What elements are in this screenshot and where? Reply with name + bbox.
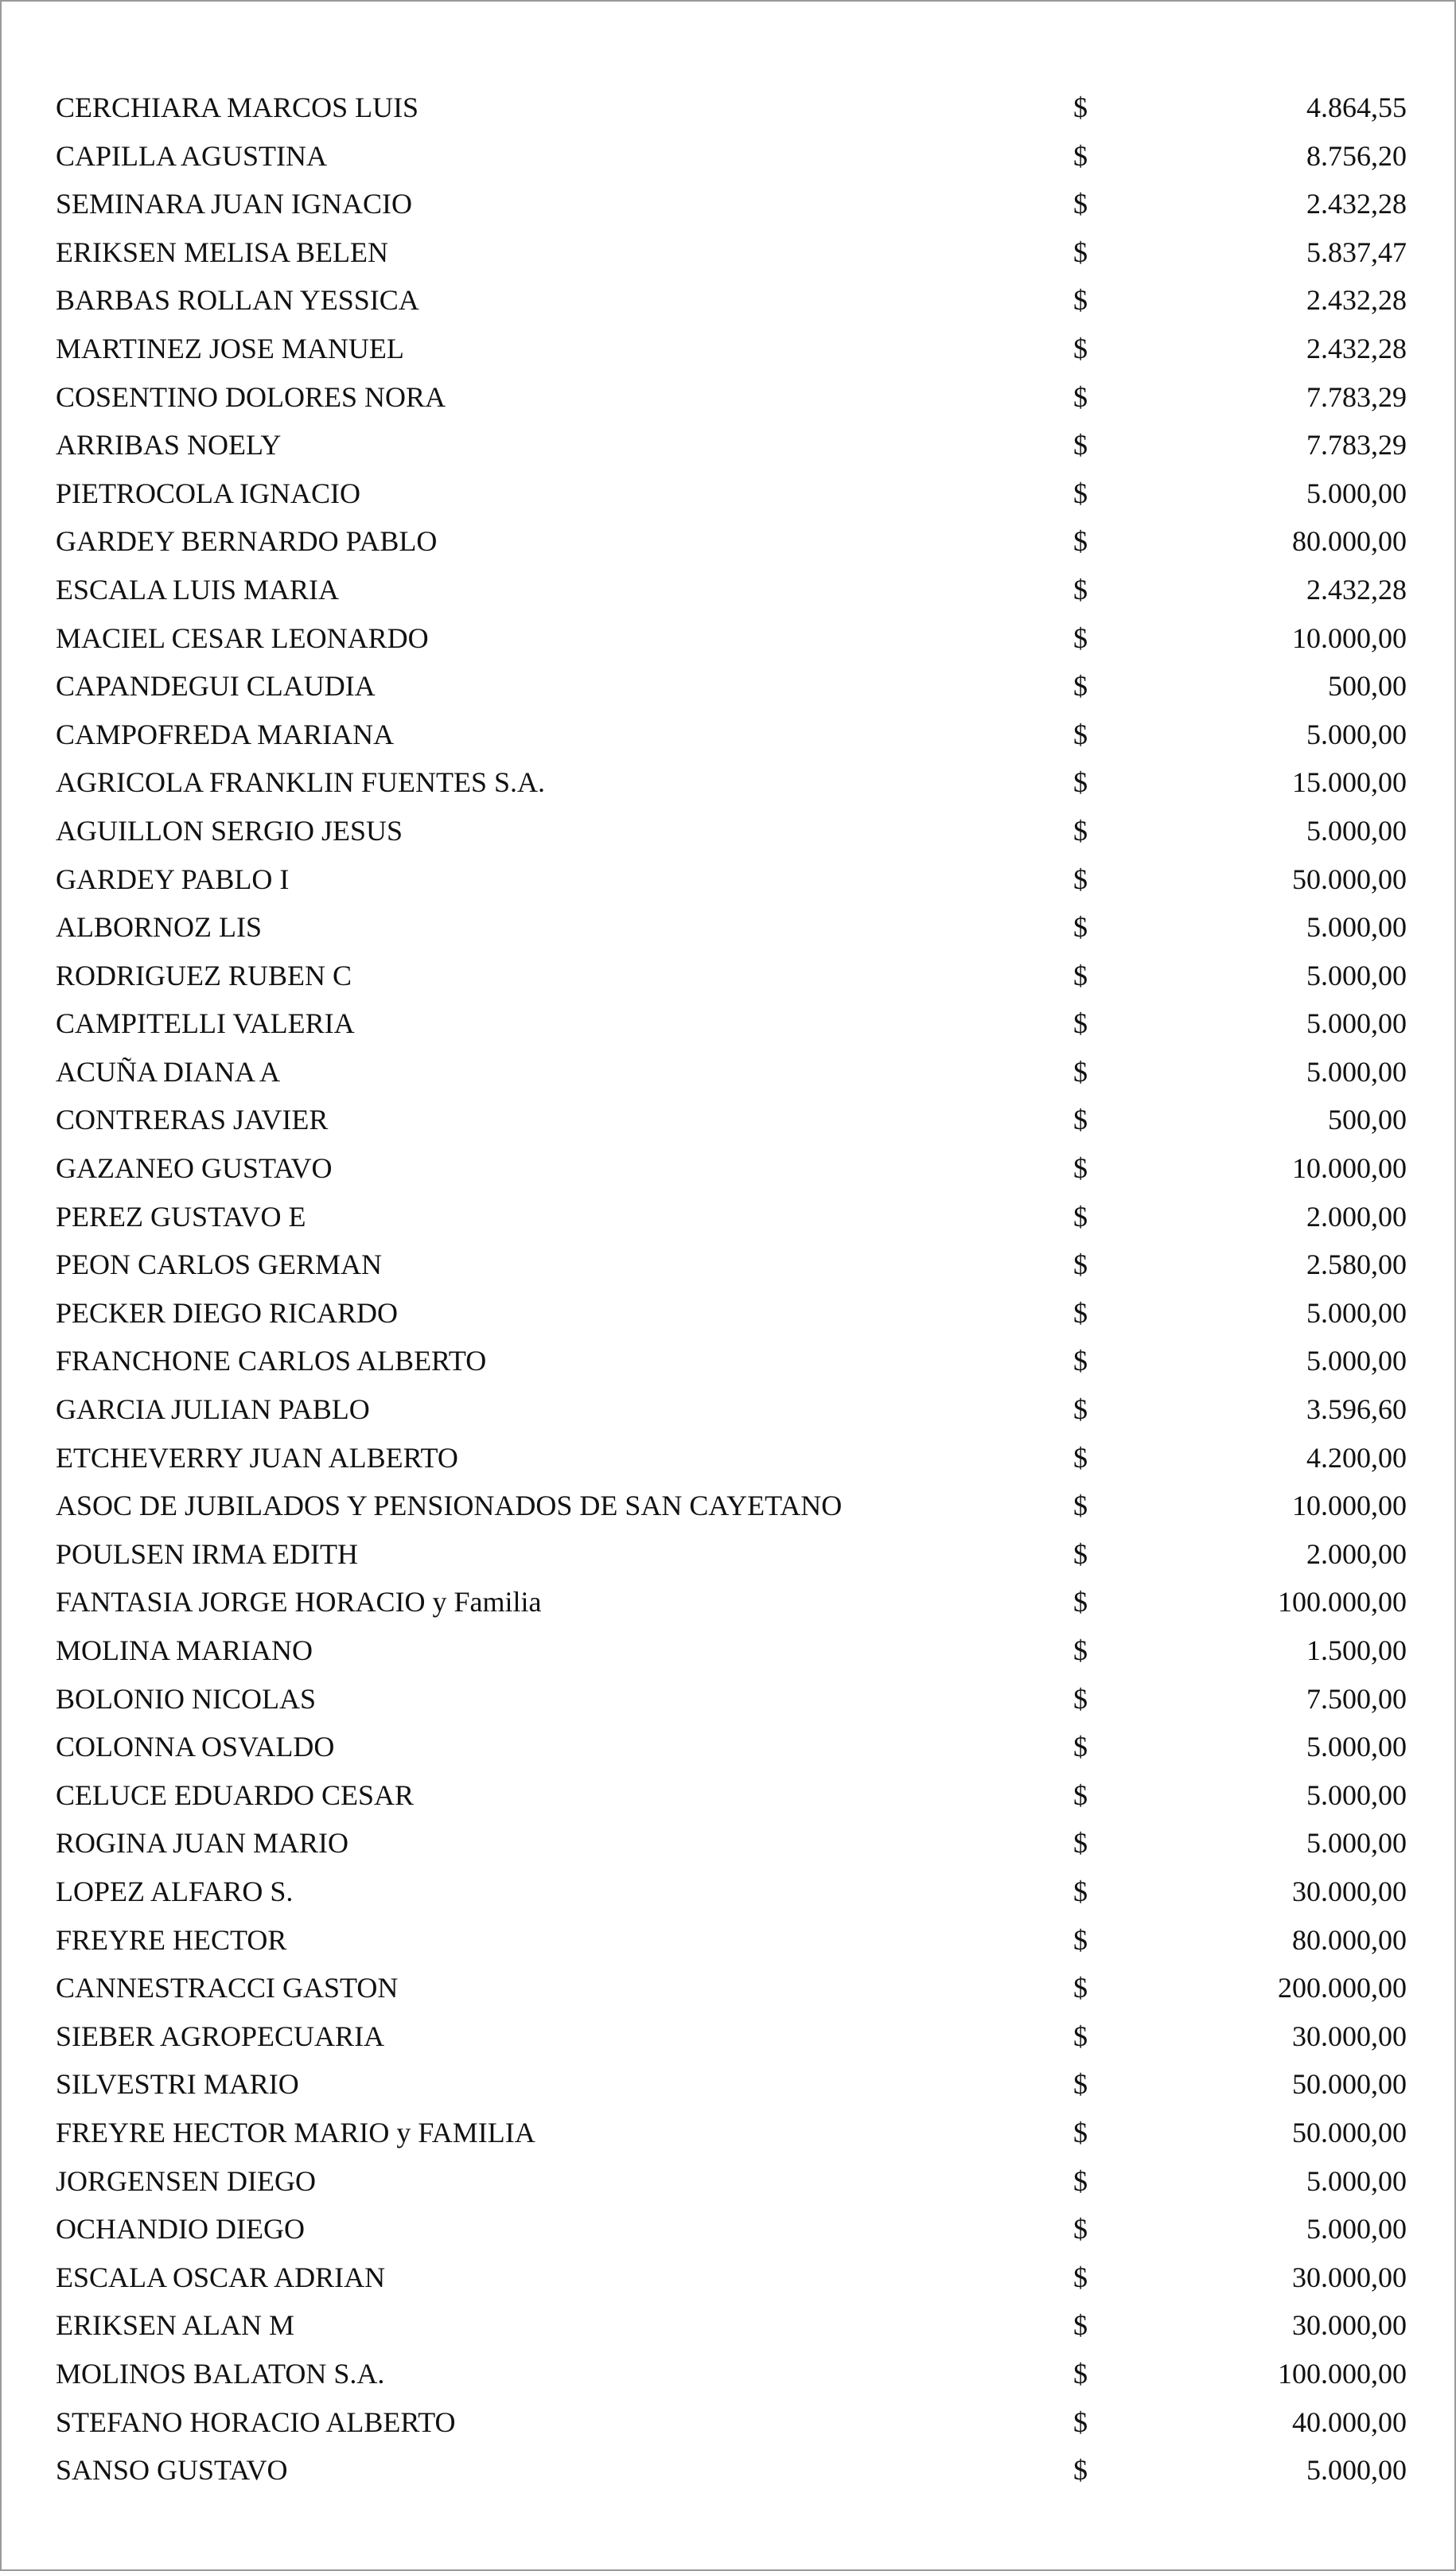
currency-symbol: $ <box>1073 1634 1088 1666</box>
currency-symbol: $ <box>1073 959 1088 991</box>
list-row <box>2 711 1454 759</box>
amount-value: 5.000,00 <box>1306 1296 1407 1329</box>
list-row <box>2 1385 1454 1434</box>
list-row <box>2 1434 1454 1482</box>
list-row <box>2 999 1454 1048</box>
amount-value: 5.837,47 <box>1306 236 1407 268</box>
contributor-name: FANTASIA JORGE HORACIO y Familia <box>56 1586 542 1619</box>
currency-symbol: $ <box>1073 1200 1088 1233</box>
currency-symbol: $ <box>1073 2116 1088 2148</box>
amount-value: 50.000,00 <box>1292 863 1407 895</box>
contributor-name: CAPILLA AGUSTINA <box>56 139 328 172</box>
contributor-name: FREYRE HECTOR MARIO y FAMILIA <box>56 2116 535 2148</box>
contributor-name: LOPEZ ALFARO S. <box>56 1875 294 1907</box>
contributor-name: ESCALA OSCAR ADRIAN <box>56 2261 386 2293</box>
currency-symbol: $ <box>1073 1875 1088 1907</box>
list-row <box>2 1626 1454 1675</box>
list-row <box>2 662 1454 711</box>
currency-symbol: $ <box>1073 1972 1088 2004</box>
list-row <box>2 421 1454 469</box>
amount-value: 2.580,00 <box>1306 1248 1407 1281</box>
list-row <box>2 2012 1454 2061</box>
amount-value: 5.000,00 <box>1306 814 1407 847</box>
list-row <box>2 517 1454 566</box>
list-row <box>2 469 1454 518</box>
amount-value: 5.000,00 <box>1306 2454 1407 2487</box>
contributor-name: FREYRE HECTOR <box>56 1923 287 1956</box>
contributor-name: MOLINA MARIANO <box>56 1634 313 1666</box>
list-row <box>2 1241 1454 1289</box>
currency-symbol: $ <box>1073 766 1088 799</box>
list-row <box>2 758 1454 807</box>
contributor-name: SANSO GUSTAVO <box>56 2454 288 2487</box>
currency-symbol: $ <box>1073 1731 1088 1763</box>
currency-symbol: $ <box>1073 477 1088 509</box>
list-row <box>2 1675 1454 1724</box>
list-row <box>2 1096 1454 1144</box>
currency-symbol: $ <box>1073 332 1088 364</box>
amount-value: 5.000,00 <box>1306 1345 1407 1377</box>
amount-value: 15.000,00 <box>1292 766 1407 799</box>
list-row <box>2 276 1454 325</box>
amount-value: 50.000,00 <box>1292 2068 1407 2101</box>
currency-symbol: $ <box>1073 284 1088 317</box>
contributor-name: COSENTINO DOLORES NORA <box>56 380 446 413</box>
currency-symbol: $ <box>1073 1296 1088 1329</box>
currency-symbol: $ <box>1073 2020 1088 2052</box>
currency-symbol: $ <box>1073 1055 1088 1088</box>
contributor-name: PECKER DIEGO RICARDO <box>56 1296 399 1329</box>
currency-symbol: $ <box>1073 1393 1088 1426</box>
contributor-name: ARRIBAS NOELY <box>56 429 282 462</box>
contributor-name: GAZANEO GUSTAVO <box>56 1152 333 1185</box>
currency-symbol: $ <box>1073 814 1088 847</box>
list-row <box>2 1530 1454 1579</box>
contributor-name: AGUILLON SERGIO JESUS <box>56 814 403 847</box>
currency-symbol: $ <box>1073 1778 1088 1811</box>
amount-value: 5.000,00 <box>1306 1055 1407 1088</box>
amount-value: 7.783,29 <box>1306 380 1407 413</box>
list-row <box>2 373 1454 422</box>
list-row <box>2 1723 1454 1771</box>
list-row <box>2 228 1454 277</box>
list-row <box>2 952 1454 1000</box>
list-row <box>2 2398 1454 2447</box>
amount-value: 5.000,00 <box>1306 718 1407 750</box>
amount-value: 8.756,20 <box>1306 139 1407 172</box>
amount-value: 40.000,00 <box>1292 2405 1407 2438</box>
amount-value: 2.432,28 <box>1306 188 1407 220</box>
list-row <box>2 2301 1454 2350</box>
currency-symbol: $ <box>1073 188 1088 220</box>
amount-value: 7.500,00 <box>1306 1682 1407 1715</box>
currency-symbol: $ <box>1073 2261 1088 2293</box>
currency-symbol: $ <box>1073 911 1088 944</box>
list-row <box>2 566 1454 614</box>
currency-symbol: $ <box>1073 1104 1088 1136</box>
contributor-name: ERIKSEN MELISA BELEN <box>56 236 388 268</box>
contributor-name: FRANCHONE CARLOS ALBERTO <box>56 1345 487 1377</box>
list-row <box>2 903 1454 952</box>
contributor-name: BOLONIO NICOLAS <box>56 1682 316 1715</box>
list-row <box>2 325 1454 373</box>
amount-value: 1.500,00 <box>1306 1634 1407 1666</box>
amount-value: 30.000,00 <box>1292 2309 1407 2342</box>
amount-value: 2.000,00 <box>1306 1200 1407 1233</box>
contribution-list <box>2 84 1454 2495</box>
amount-value: 5.000,00 <box>1306 1731 1407 1763</box>
contributor-name: CAMPOFREDA MARIANA <box>56 718 395 750</box>
contributor-name: SIEBER AGROPECUARIA <box>56 2020 385 2052</box>
currency-symbol: $ <box>1073 92 1088 123</box>
list-row <box>2 2205 1454 2254</box>
contributor-name: SILVESTRI MARIO <box>56 2068 299 2101</box>
currency-symbol: $ <box>1073 2405 1088 2438</box>
amount-value: 2.432,28 <box>1306 332 1407 364</box>
contributor-name: BARBAS ROLLAN YESSICA <box>56 284 419 317</box>
contributor-name: ESCALA LUIS MARIA <box>56 573 340 606</box>
currency-symbol: $ <box>1073 718 1088 750</box>
currency-symbol: $ <box>1073 2357 1088 2390</box>
currency-symbol: $ <box>1073 1923 1088 1956</box>
currency-symbol: $ <box>1073 1152 1088 1185</box>
currency-symbol: $ <box>1073 2454 1088 2487</box>
list-row <box>2 1482 1454 1530</box>
amount-value: 50.000,00 <box>1292 2116 1407 2148</box>
amount-value: 2.432,28 <box>1306 284 1407 317</box>
currency-symbol: $ <box>1073 1248 1088 1281</box>
contributor-name: CAMPITELLI VALERIA <box>56 1007 355 1040</box>
currency-symbol: $ <box>1073 1345 1088 1377</box>
amount-value: 3.596,60 <box>1306 1393 1407 1426</box>
contributor-name: SEMINARA JUAN IGNACIO <box>56 188 413 220</box>
list-row <box>2 1048 1454 1097</box>
list-row <box>2 2254 1454 2302</box>
contributor-name: MARTINEZ JOSE MANUEL <box>56 332 404 364</box>
currency-symbol: $ <box>1073 380 1088 413</box>
amount-value: 4.200,00 <box>1306 1441 1407 1474</box>
list-row <box>2 1868 1454 1916</box>
amount-value: 100.000,00 <box>1278 2357 1407 2390</box>
currency-symbol: $ <box>1073 670 1088 703</box>
list-row <box>2 1193 1454 1241</box>
amount-value: 5.000,00 <box>1306 2164 1407 2197</box>
currency-symbol: $ <box>1073 236 1088 268</box>
amount-value: 500,00 <box>1328 670 1407 703</box>
currency-symbol: $ <box>1073 2164 1088 2197</box>
list-row <box>2 180 1454 228</box>
amount-value: 4.864,55 <box>1306 92 1407 123</box>
currency-symbol: $ <box>1073 2213 1088 2246</box>
contributor-name: GARDEY PABLO I <box>56 863 290 895</box>
amount-value: 5.000,00 <box>1306 1778 1407 1811</box>
contributor-name: ASOC DE JUBILADOS Y PENSIONADOS DE SAN CAYETANO <box>56 1490 843 1522</box>
contributor-name: OCHANDIO DIEGO <box>56 2213 305 2246</box>
currency-symbol: $ <box>1073 525 1088 558</box>
currency-symbol: $ <box>1073 2309 1088 2342</box>
list-row <box>2 1289 1454 1338</box>
amount-value: 2.000,00 <box>1306 1537 1407 1570</box>
list-row <box>2 1916 1454 1965</box>
currency-symbol: $ <box>1073 1537 1088 1570</box>
amount-value: 5.000,00 <box>1306 477 1407 509</box>
currency-symbol: $ <box>1073 1827 1088 1860</box>
amount-value: 5.000,00 <box>1306 1007 1407 1040</box>
contributor-name: GARCIA JULIAN PABLO <box>56 1393 370 1426</box>
currency-symbol: $ <box>1073 863 1088 895</box>
amount-value: 5.000,00 <box>1306 911 1407 944</box>
amount-value: 5.000,00 <box>1306 959 1407 991</box>
list-row <box>2 2060 1454 2109</box>
contributor-name: PEON CARLOS GERMAN <box>56 1248 383 1281</box>
currency-symbol: $ <box>1073 573 1088 606</box>
contributor-name: ROGINA JUAN MARIO <box>56 1827 349 1860</box>
contributor-name: ACUÑA DIANA A <box>56 1055 281 1088</box>
contributor-name: ERIKSEN ALAN M <box>56 2309 295 2342</box>
contributor-name: COLONNA OSVALDO <box>56 1731 335 1763</box>
contributor-name: POULSEN IRMA EDITH <box>56 1537 359 1570</box>
contributor-name: CAPANDEGUI CLAUDIA <box>56 670 376 703</box>
list-row <box>2 2446 1454 2495</box>
contributor-name: PEREZ GUSTAVO E <box>56 1200 306 1233</box>
contributor-name: CONTRERAS JAVIER <box>56 1104 329 1136</box>
amount-value: 30.000,00 <box>1292 2020 1407 2052</box>
list-row <box>2 1771 1454 1820</box>
list-row <box>2 2157 1454 2206</box>
list-row <box>2 1964 1454 2012</box>
contributor-name: MACIEL CESAR LEONARDO <box>56 621 429 654</box>
contributor-name: CELUCE EDUARDO CESAR <box>56 1778 415 1811</box>
amount-value: 500,00 <box>1328 1104 1407 1136</box>
list-row <box>2 855 1454 904</box>
contributor-name: GARDEY BERNARDO PABLO <box>56 525 438 558</box>
contributor-name: CANNESTRACCI GASTON <box>56 1972 399 2004</box>
amount-value: 30.000,00 <box>1292 1875 1407 1907</box>
amount-value: 100.000,00 <box>1278 1586 1407 1619</box>
currency-symbol: $ <box>1073 1682 1088 1715</box>
amount-value: 10.000,00 <box>1292 621 1407 654</box>
amount-value: 7.783,29 <box>1306 429 1407 462</box>
contributor-name: AGRICOLA FRANKLIN FUENTES S.A. <box>56 766 546 799</box>
list-row <box>2 1819 1454 1868</box>
amount-value: 2.432,28 <box>1306 573 1407 606</box>
list-row <box>2 84 1454 132</box>
currency-symbol: $ <box>1073 621 1088 654</box>
list-row <box>2 132 1454 181</box>
amount-value: 5.000,00 <box>1306 2213 1407 2246</box>
contributor-name: ETCHEVERRY JUAN ALBERTO <box>56 1441 458 1474</box>
currency-symbol: $ <box>1073 1586 1088 1619</box>
currency-symbol: $ <box>1073 1441 1088 1474</box>
amount-value: 10.000,00 <box>1292 1152 1407 1185</box>
currency-symbol: $ <box>1073 1007 1088 1040</box>
amount-value: 10.000,00 <box>1292 1490 1407 1522</box>
list-row <box>2 1578 1454 1626</box>
list-row <box>2 1337 1454 1385</box>
amount-value: 200.000,00 <box>1278 1972 1407 2004</box>
contributor-name: ALBORNOZ LIS <box>56 911 262 944</box>
contributor-name: MOLINOS BALATON S.A. <box>56 2357 385 2390</box>
list-row <box>2 2109 1454 2157</box>
contributor-name: JORGENSEN DIEGO <box>56 2164 316 2197</box>
contributor-name: STEFANO HORACIO ALBERTO <box>56 2405 456 2438</box>
currency-symbol: $ <box>1073 139 1088 172</box>
list-row <box>2 807 1454 855</box>
contributor-name: PIETROCOLA IGNACIO <box>56 477 360 509</box>
list-row <box>2 614 1454 663</box>
list-row <box>2 1144 1454 1193</box>
contributor-name: CERCHIARA MARCOS LUIS <box>56 92 419 123</box>
amount-value: 5.000,00 <box>1306 1827 1407 1860</box>
currency-symbol: $ <box>1073 429 1088 462</box>
currency-symbol: $ <box>1073 1490 1088 1522</box>
currency-symbol: $ <box>1073 2068 1088 2101</box>
amount-value: 30.000,00 <box>1292 2261 1407 2293</box>
contributor-name: RODRIGUEZ RUBEN C <box>56 959 352 991</box>
list-row <box>2 2350 1454 2398</box>
amount-value: 80.000,00 <box>1292 525 1407 558</box>
amount-value: 80.000,00 <box>1292 1923 1407 1956</box>
